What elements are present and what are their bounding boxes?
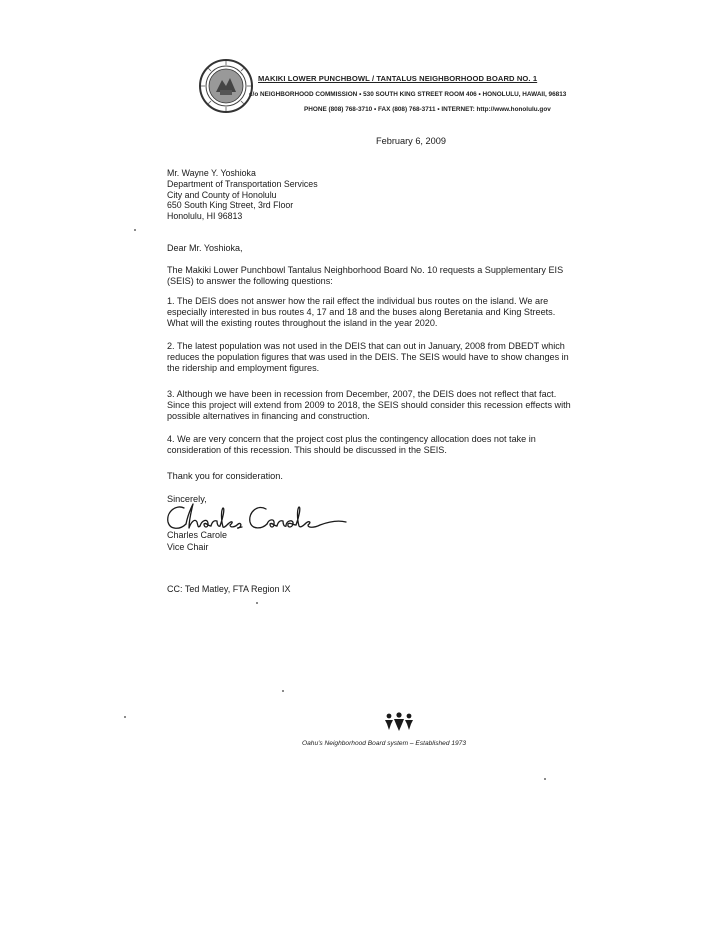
letterhead-title: MAKIKI LOWER PUNCHBOWL / TANTALUS NEIGHBORHOOD BOARD NO. 1	[258, 74, 538, 83]
paragraph-line: especially interested in bus routes 4, 17 and 18 and the buses along Beretania and King Streets.	[167, 307, 556, 318]
paragraph-line: Since this project will extend from 2009 to 2018, the SEIS should consider this recession effects with	[167, 400, 571, 411]
intro-paragraph	[167, 265, 647, 287]
paragraph-line: 4. We are very concern that the project cost plus the contingency allocation does not take in	[167, 434, 536, 444]
scan-speck	[282, 690, 284, 692]
question-1-paragraph	[167, 296, 647, 330]
question-4-paragraph	[167, 434, 647, 456]
signer-title: Vice Chair	[167, 542, 209, 552]
signer-block	[167, 529, 227, 553]
paragraph-line: What will the existing routes throughout the island in the year 2020.	[167, 318, 438, 329]
recipient-line: Department of Transportation Services	[167, 178, 318, 189]
scan-speck	[124, 716, 126, 718]
paragraph-line: consideration of this recession. This should be discussed in the SEIS.	[167, 445, 447, 456]
paragraph-line: 1. The DEIS does not answer how the rail effect the individual bus routes on the island. We are	[167, 296, 549, 306]
neighborhood-board-logo	[384, 712, 414, 732]
cc-line: CC: Ted Matley, FTA Region IX	[167, 584, 291, 594]
paragraph-line: possible alternatives in financing and construction.	[167, 411, 370, 422]
paragraph-line: (SEIS) to answer the following questions:	[167, 276, 333, 287]
paragraph-line: 3. Although we have been in recession from December, 2007, the DEIS does not reflect that fact.	[167, 389, 557, 399]
letter-date: February 6, 2009	[376, 136, 446, 146]
recipient-line: City and County of Honolulu	[167, 189, 277, 200]
footer-tagline: Oahu's Neighborhood Board system – Established 1973	[302, 740, 467, 747]
paragraph-line: reduces the population figures that was used in the DEIS. The SEIS would have to show changes in	[167, 352, 569, 363]
sign-off: Sincerely,	[167, 494, 207, 504]
recipient-line: Honolulu, HI 96813	[167, 211, 243, 222]
question-2-paragraph	[167, 341, 647, 375]
scan-speck	[256, 602, 258, 604]
letterhead-address: c/o NEIGHBORHOOD COMMISSION • 530 SOUTH KING STREET ROOM 406 • HONOLULU, HAWAII, 96813	[249, 91, 567, 98]
paragraph-line: The Makiki Lower Punchbowl Tantalus Neighborhood Board No. 10 requests a Supplementary EIS	[167, 265, 564, 275]
city-seal-logo	[198, 58, 254, 114]
question-3-paragraph	[167, 389, 647, 423]
letterhead-contact: PHONE (808) 768-3710 • FAX (808) 768-3711 • INTERNET: http://www.honolulu.gov	[304, 106, 551, 113]
paragraph-line: the ridership and employment figures.	[167, 363, 320, 374]
signer-name: Charles Carole	[167, 530, 228, 540]
paragraph-line: 2. The latest population was not used in the DEIS that can out in January, 2008 from DBEDT which	[167, 341, 565, 351]
recipient-address-block	[167, 168, 318, 222]
closing-line: Thank you for consideration.	[167, 471, 283, 481]
recipient-line: 650 South King Street, 3rd Floor	[167, 200, 294, 211]
recipient-line: Mr. Wayne Y. Yoshioka	[167, 168, 256, 178]
scan-speck	[544, 778, 546, 780]
scan-speck	[134, 229, 136, 231]
salutation: Dear Mr. Yoshioka,	[167, 243, 243, 253]
